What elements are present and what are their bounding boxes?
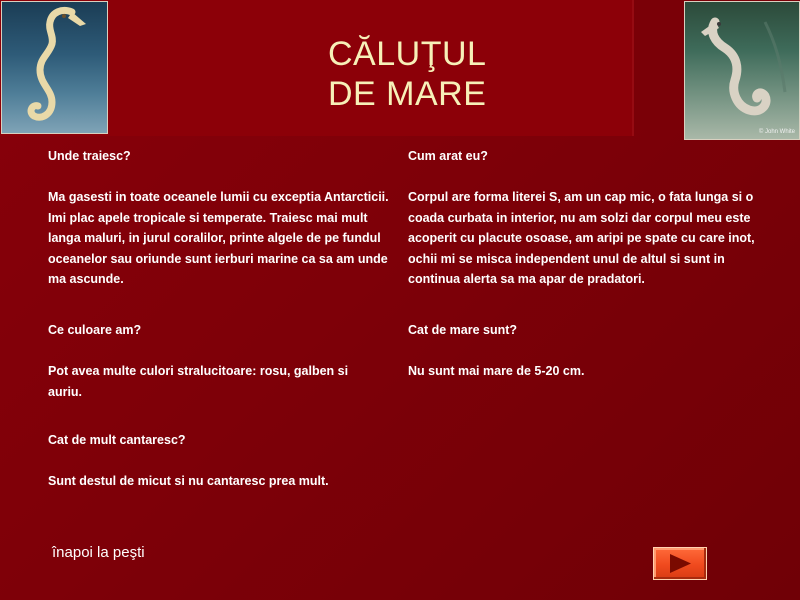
title-line-2: DE MARE [328,75,487,113]
section-answer: Nu sunt mai mare de 5-20 cm. [408,364,585,378]
seahorse-photo-left [1,1,108,134]
seahorse-illustration [2,2,107,133]
section-answer: Sunt destul de micut si nu cantaresc prea mult. [48,474,329,488]
section-answer: Pot avea multe culori stralucitoare: rosu, galben si auriu. [48,364,349,399]
seahorse-photo-right [684,1,800,140]
section-how-i-look [408,146,758,290]
back-to-fish-link[interactable]: înapoi la peşti [52,544,145,561]
section-question: Cat de mare sunt? [408,323,518,337]
title-line-1: CĂLUŢUL [328,35,487,73]
seahorse-illustration [685,2,799,139]
section-what-color [48,320,398,402]
section-how-big [408,320,758,382]
next-button[interactable] [653,547,707,580]
section-answer: Ma gasesti in toate oceanele lumii cu exceptia Antarcticii. Imi plac apele tropicale si temperate. Traiesc mai mult langa maluri, in jurul coralilor, printe algele de pe fundul oceanelor sau oriunde sunt ierburi marine ca sa am unde ma ascunde. [48,190,389,286]
section-question: Cat de mult cantaresc? [48,433,186,447]
page-title [328,34,628,114]
play-arrow-icon [654,548,706,579]
section-how-much-weigh [48,430,398,492]
section-question: Unde traiesc? [48,149,131,163]
section-answer: Corpul are forma literei S, am un cap mic, o fata lunga si o coada curbata in interior, nu am solzi dar corpul meu este acoperit cu placute osoase, am aripi pe spate cu care inot, ochii mi se misca independent unul de altul si sunt in continua alerta sa ma apar de pradatori. [408,190,755,286]
section-question: Ce culoare am? [48,323,142,337]
section-where-i-live [48,146,398,290]
photo-credit: © John White [758,129,795,135]
section-question: Cum arat eu? [408,149,488,163]
